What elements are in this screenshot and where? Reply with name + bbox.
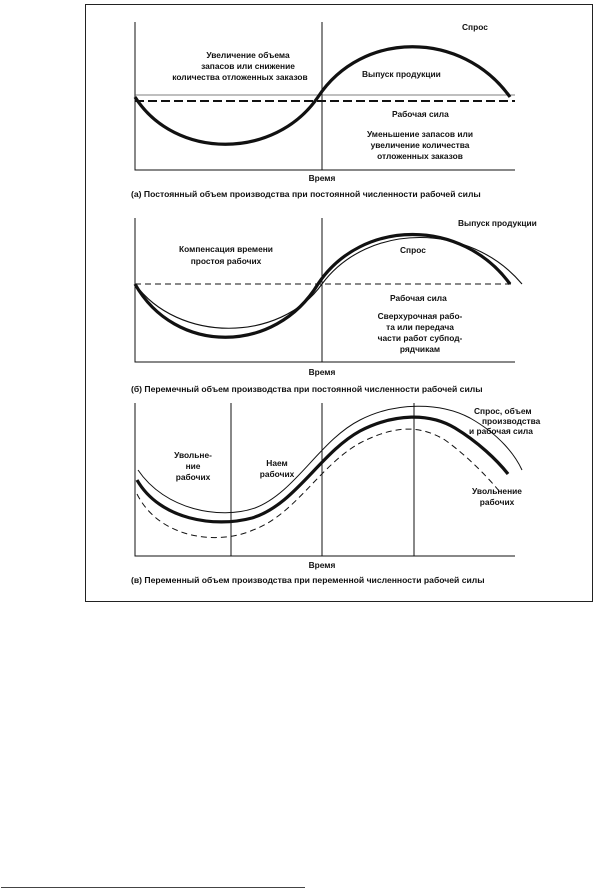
panel-b-right-label-4: рядчикам <box>399 344 441 354</box>
panel-a-output-label: Выпуск продукции <box>362 69 441 79</box>
panel-a-caption: (а) Постоянный объем производства при постоянной численности рабочей силы <box>131 189 481 199</box>
panel-b-right-label-1: Сверхурочная рабо- <box>377 311 463 321</box>
panel-c-demand-label-1: Спрос, объем <box>474 406 532 416</box>
panel-a-right-label-3: отложенных заказов <box>377 151 463 161</box>
panel-c-layoff-left-2: ние <box>185 461 201 471</box>
panel-c-demand-label-3: и рабочая сила <box>469 426 533 436</box>
panel-c-hiring-2: рабочих <box>259 469 295 479</box>
panel-b-left-label-1: Компенсация времени <box>179 244 273 254</box>
panel-c-x-axis-label: Время <box>308 560 336 570</box>
panel-c-layoff-right-1: Увольнение <box>472 486 522 496</box>
panel-c-layoff-left-1: Увольне- <box>174 450 212 460</box>
panel-b-demand-label: Спрос <box>400 245 426 255</box>
panel-a-workforce-label: Рабочая сила <box>392 109 449 119</box>
panel-b-right-label-2: та или передача <box>386 322 454 332</box>
panel-a-left-label-1: Увеличение объема <box>206 50 290 60</box>
panel-b-x-axis-label: Время <box>308 367 336 377</box>
panel-b-left-label-2: простоя рабочих <box>190 256 262 266</box>
panel-b <box>131 218 537 394</box>
panel-a-left-label-3: количества отложенных заказов <box>172 72 308 82</box>
panel-c-caption: (в) Переменный объем производства при переменной численности рабочей силы <box>131 575 485 585</box>
panel-c <box>131 403 541 585</box>
panel-c-layoff-right-2: рабочих <box>479 497 515 507</box>
panel-c-demand-label-2: производства <box>482 416 541 426</box>
panel-a-demand-label: Спрос <box>462 22 488 32</box>
panel-a-right-label-2: увеличение количества <box>370 140 470 150</box>
panel-a <box>131 22 515 199</box>
panel-a-right-label-1: Уменьшение запасов или <box>367 129 473 139</box>
panel-b-output-label: Выпуск продукции <box>458 218 537 228</box>
panel-a-left-label-2: запасов или снижение <box>201 61 295 71</box>
panel-b-right-label-3: части работ субпод- <box>377 333 463 343</box>
panel-b-workforce-label: Рабочая сила <box>390 293 447 303</box>
panel-b-caption: (б) Перемечный объем производства при постоянной численности рабочей силы <box>131 384 483 394</box>
panel-a-x-axis-label: Время <box>308 173 336 183</box>
panel-c-workforce-curve <box>137 429 500 537</box>
panel-c-hiring-1: Наем <box>266 458 288 468</box>
panel-c-layoff-left-3: рабочих <box>175 472 211 482</box>
